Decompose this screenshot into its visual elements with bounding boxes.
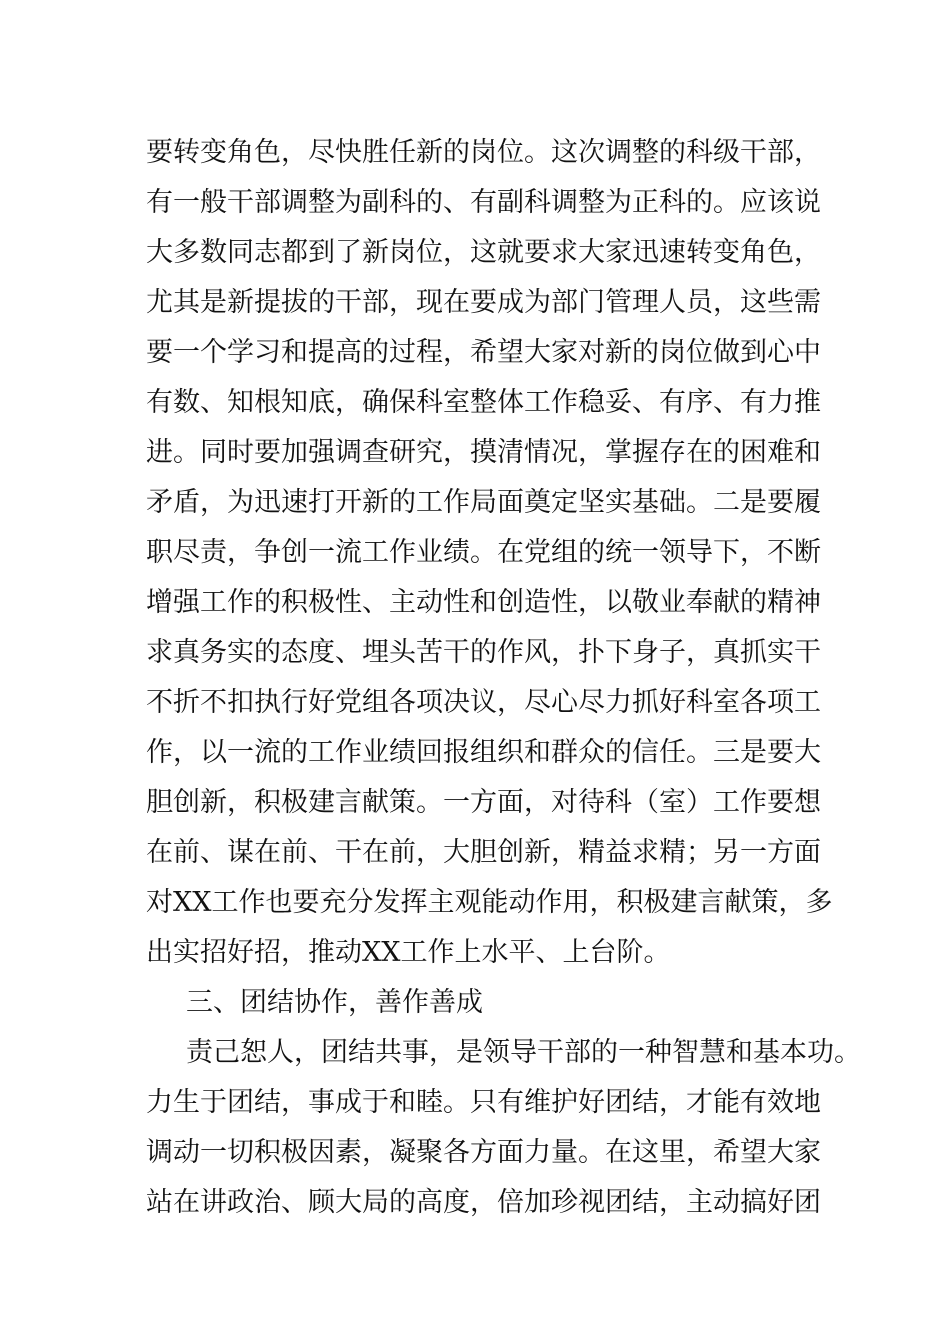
body-line-9: 职尽责，争创一流工作业绩。在党组的统一领导下，不断 xyxy=(146,537,821,568)
document-body xyxy=(146,128,861,1228)
section-heading: 三、团结协作，善作善成 xyxy=(186,987,483,1018)
body-line-3: 大多数同志都到了新岗位，这就要求大家迅速转变角色， xyxy=(146,237,821,268)
body-line-12: 不折不扣执行好党组各项决议，尽心尽力抓好科室各项工 xyxy=(146,687,821,718)
para-line-4: 站在讲政治、顾大局的高度，倍加珍视团结，主动搞好团 xyxy=(146,1187,821,1218)
body-line-1: 要转变角色，尽快胜任新的岗位。这次调整的科级干部， xyxy=(146,137,821,168)
body-line-4: 尤其是新提拔的干部，现在要成为部门管理人员，这些需 xyxy=(146,287,821,318)
body-line-5: 要一个学习和提高的过程，希望大家对新的岗位做到心中 xyxy=(146,337,821,368)
body-line-14: 胆创新，积极建言献策。一方面，对待科（室）工作要想 xyxy=(146,787,821,818)
body-line-15: 在前、谋在前、干在前，大胆创新，精益求精；另一方面 xyxy=(146,837,821,868)
para-line-3: 调动一切积极因素，凝聚各方面力量。在这里，希望大家 xyxy=(146,1137,821,1168)
para-first-line: 责己恕人，团结共事，是领导干部的一种智慧和基本功。 xyxy=(186,1037,861,1068)
body-line-17: 出实招好招，推动XX工作上水平、上台阶。 xyxy=(146,937,671,968)
body-line-2: 有一般干部调整为副科的、有副科调整为正科的。应该说 xyxy=(146,187,821,218)
para-line-2: 力生于团结，事成于和睦。只有维护好团结，才能有效地 xyxy=(146,1087,821,1118)
body-line-6: 有数、知根知底，确保科室整体工作稳妥、有序、有力推 xyxy=(146,387,821,418)
body-line-13: 作，以一流的工作业绩回报组织和群众的信任。三是要大 xyxy=(146,737,821,768)
body-line-16: 对XX工作也要充分发挥主观能动作用，积极建言献策，多 xyxy=(146,887,833,918)
body-line-7: 进。同时要加强调查研究，摸清情况，掌握存在的困难和 xyxy=(146,437,821,468)
body-line-11: 求真务实的态度、埋头苦干的作风，扑下身子，真抓实干 xyxy=(146,637,821,668)
body-line-8: 矛盾，为迅速打开新的工作局面奠定坚实基础。二是要履 xyxy=(146,487,821,518)
body-line-10: 增强工作的积极性、主动性和创造性，以敬业奉献的精神 xyxy=(146,587,821,618)
